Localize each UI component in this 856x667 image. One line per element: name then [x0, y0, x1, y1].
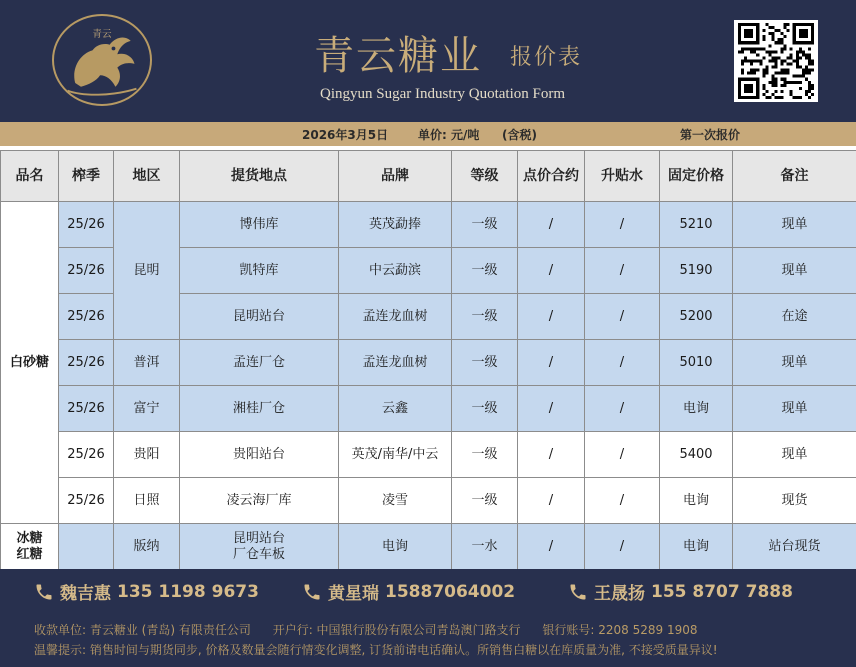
- price-cell: 电询: [660, 478, 733, 524]
- note-cell: 现单: [733, 202, 856, 248]
- phone-icon: [34, 582, 54, 602]
- season-cell: 25/26: [59, 248, 114, 294]
- quotation-title: 报价表: [510, 45, 583, 70]
- location-cell: 孟连厂仓: [180, 340, 339, 386]
- location-cell: 昆明站台: [180, 294, 339, 340]
- contract-cell: /: [518, 294, 585, 340]
- account-info: 银行账号: 2208 5289 1908: [542, 623, 698, 637]
- location-cell: 凌云海厂库: [180, 478, 339, 524]
- header-premium: 升贴水: [585, 151, 660, 202]
- category-rock-brown-sugar: [1, 524, 59, 570]
- header-season: 榨季: [59, 151, 114, 202]
- tax-label: (含税): [502, 128, 537, 142]
- season-cell: 25/26: [59, 478, 114, 524]
- table-header-row: [1, 151, 856, 202]
- grade-cell: 一水: [452, 524, 518, 570]
- note-cell: 现单: [733, 340, 856, 386]
- contract-cell: /: [518, 432, 585, 478]
- table-row: [1, 340, 856, 386]
- price-cell: 电询: [660, 524, 733, 570]
- company-title: 青云糖业: [314, 33, 482, 79]
- contact-phone: 135 1198 9673: [117, 581, 259, 602]
- brand-cell: 电询: [339, 524, 452, 570]
- region-cell: 普洱: [114, 340, 180, 386]
- contact-phone: 15887064002: [385, 581, 516, 602]
- contact-2[interactable]: [302, 579, 515, 604]
- note-cell: 现单: [733, 386, 856, 432]
- season-cell: 25/26: [59, 386, 114, 432]
- premium-cell: /: [585, 478, 660, 524]
- price-cell: 电询: [660, 386, 733, 432]
- contract-cell: /: [518, 386, 585, 432]
- contact-name: 魏吉惠: [60, 584, 111, 604]
- contract-cell: /: [518, 524, 585, 570]
- grade-cell: 一级: [452, 202, 518, 248]
- price-cell: 5010: [660, 340, 733, 386]
- category-white-sugar: 白砂糖: [1, 202, 59, 524]
- location-cell: 湘桂厂仓: [180, 386, 339, 432]
- region-cell: 版纳: [114, 524, 180, 570]
- header-location: 提货地点: [180, 151, 339, 202]
- contract-cell: /: [518, 248, 585, 294]
- location-line: 厂仓车板: [232, 546, 285, 562]
- contact-name: 王晟扬: [594, 584, 645, 604]
- note-cell: 在途: [733, 294, 856, 340]
- brand-cell: 英茂勐捧: [339, 202, 452, 248]
- quote-date: 2026年3月5日: [302, 128, 389, 142]
- phone-icon: [568, 582, 588, 602]
- grade-cell: 一级: [452, 478, 518, 524]
- brand-cell: 凌雪: [339, 478, 452, 524]
- qr-code-icon[interactable]: [734, 20, 818, 102]
- brand-cell: 孟连龙血树: [339, 340, 452, 386]
- premium-cell: /: [585, 432, 660, 478]
- notice-info: 温馨提示: 销售时间与期货同步, 价格及数量会随行情变化调整, 订货前请电话确认。所销售白糖以在库质量为准, 不接受质量异议!: [34, 643, 718, 657]
- grade-cell: 一级: [452, 386, 518, 432]
- table-row: [1, 478, 856, 524]
- table-row: [1, 524, 856, 570]
- header-contract: 点价合约: [518, 151, 585, 202]
- contract-cell: /: [518, 202, 585, 248]
- grade-cell: 一级: [452, 248, 518, 294]
- note-cell: 站台现货: [733, 524, 856, 570]
- logo-text: 青云: [92, 29, 112, 41]
- region-cell: 富宁: [114, 386, 180, 432]
- season-cell: 25/26: [59, 294, 114, 340]
- category-brown-sugar: 红糖: [16, 546, 43, 562]
- phone-icon: [302, 582, 322, 602]
- grade-cell: 一级: [452, 340, 518, 386]
- premium-cell: /: [585, 386, 660, 432]
- contact-phone: 155 8707 7888: [651, 581, 793, 602]
- location-cell: 贵阳站台: [180, 432, 339, 478]
- price-cell: 5400: [660, 432, 733, 478]
- season-cell: [59, 524, 114, 570]
- premium-cell: /: [585, 248, 660, 294]
- unit-label: 单价: 元/吨: [418, 128, 480, 142]
- contact-name: 黄星瑞: [328, 584, 379, 604]
- grade-cell: 一级: [452, 294, 518, 340]
- header-grade: 等级: [452, 151, 518, 202]
- region-cell: 贵阳: [114, 432, 180, 478]
- region-cell: 昆明: [114, 202, 180, 340]
- griffin-logo-icon: [52, 14, 152, 106]
- contact-1[interactable]: [34, 579, 259, 604]
- footer-bar: [0, 569, 856, 667]
- price-cell: 5210: [660, 202, 733, 248]
- brand-cell: 孟连龙血树: [339, 294, 452, 340]
- location-cell: [180, 524, 339, 570]
- header-brand: 品牌: [339, 151, 452, 202]
- note-cell: 现货: [733, 478, 856, 524]
- brand-cell: 云鑫: [339, 386, 452, 432]
- season-cell: 25/26: [59, 340, 114, 386]
- premium-cell: /: [585, 340, 660, 386]
- season-cell: 25/26: [59, 202, 114, 248]
- grade-cell: 一级: [452, 432, 518, 478]
- header-product: 品名: [1, 151, 59, 202]
- contact-3[interactable]: [568, 579, 793, 604]
- note-cell: 现单: [733, 248, 856, 294]
- payment-info: [34, 621, 697, 638]
- brand-cell: 中云勐滨: [339, 248, 452, 294]
- english-title: Qingyun Sugar Industry Quotation Form: [320, 86, 565, 102]
- date-bar: [0, 122, 856, 146]
- location-cell: 凯特库: [180, 248, 339, 294]
- category-rock-sugar: 冰糖: [16, 530, 43, 546]
- table-row: [1, 202, 856, 248]
- bank-info: 开户行: 中国银行股份有限公司青岛澳门路支行: [272, 623, 521, 637]
- location-line: 昆明站台: [232, 530, 285, 546]
- header-region: 地区: [114, 151, 180, 202]
- table-row: [1, 386, 856, 432]
- brand-cell: 英茂/南华/中云: [339, 432, 452, 478]
- table-row: [1, 432, 856, 478]
- quote-round: 第一次报价: [680, 128, 741, 142]
- season-cell: 25/26: [59, 432, 114, 478]
- quotation-table: [0, 150, 856, 570]
- header-price: 固定价格: [660, 151, 733, 202]
- header-banner: [0, 0, 856, 122]
- contract-cell: /: [518, 340, 585, 386]
- note-cell: 现单: [733, 432, 856, 478]
- region-cell: 日照: [114, 478, 180, 524]
- premium-cell: /: [585, 202, 660, 248]
- premium-cell: /: [585, 294, 660, 340]
- contract-cell: /: [518, 478, 585, 524]
- header-note: 备注: [733, 151, 856, 202]
- premium-cell: /: [585, 524, 660, 570]
- price-cell: 5200: [660, 294, 733, 340]
- location-cell: 博伟库: [180, 202, 339, 248]
- price-cell: 5190: [660, 248, 733, 294]
- payee-info: 收款单位: 青云糖业 (青岛) 有限责任公司: [34, 623, 251, 637]
